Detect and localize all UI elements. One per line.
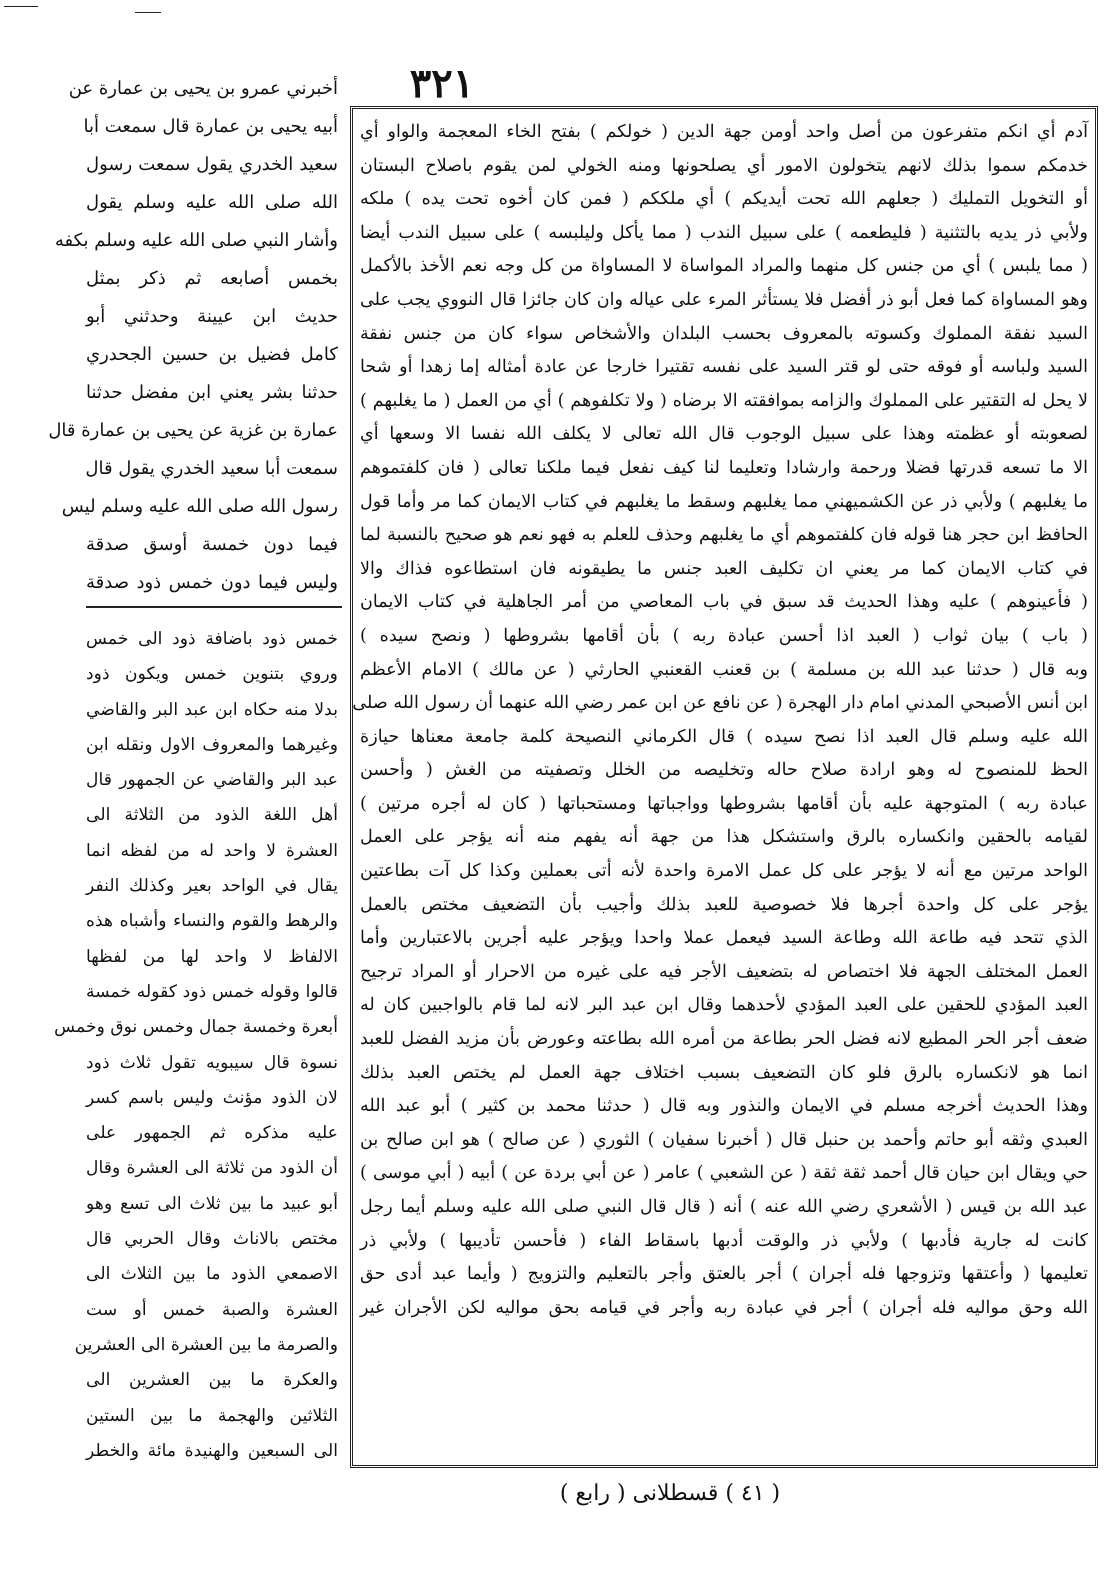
margin-hadith-text bbox=[48, 70, 338, 593]
text-line: لقيامه بالحقين وانكساره بالرق واستشكل هذا من جهة أنه يفهم منه أنه يؤجر على العمل bbox=[360, 827, 1088, 848]
text-line: الا ما تسعه قدرتها فضلا ورحمة وارشادا وتعليما لنا كيف نفعل فيما ملكنا تعالى ( فان كلفتموهم bbox=[360, 457, 1088, 478]
text-line: والرهط والقوم والنساء وأشباه هذه bbox=[86, 911, 338, 932]
text-line: العبد المؤدي للحقين على العبد المؤدي لأحدهما وقال ابن عبد البر لانه لما قام بالواجبين كان له bbox=[360, 995, 1088, 1016]
text-line: كانت له جارية فأدبها ) ولأبي ذر والوقت أدبها باسقاط الفاء ( فأحسن تأديبها ) ولأبي ذر bbox=[360, 1230, 1088, 1251]
text-line: أن الذود من ثلاثة الى العشرة وقال bbox=[86, 1158, 338, 1179]
text-line: الاصمعي الذود ما بين الثلاث الى bbox=[86, 1264, 338, 1285]
text-line: العمل المختلف الجهة فلا اختصاص له بتضعيف الأجر فيه على غيره من الاحرار أو المراد ترجيح bbox=[360, 961, 1088, 982]
text-line: الحظ للمنصوح له وهو ارادة صلاح حاله وتخليصه من الخلل وتصفيته من الغش ( وأحسن bbox=[360, 760, 1088, 781]
margin-divider bbox=[86, 606, 342, 608]
text-line: تعليمها ( وأعتقها وتزوجها فله أجران ) أجر بالعتق وأجر بالتعليم والتزويج ( وأيما عبد أدى حق bbox=[360, 1264, 1088, 1285]
text-line: الالفاظ لا واحد لها من لفظها bbox=[86, 946, 338, 967]
text-line: كامل فضيل بن حسين الجحدري bbox=[86, 344, 338, 365]
text-line: أبيه يحيى بن عمارة قال سمعت أبا bbox=[83, 116, 338, 137]
text-line: العبدي وثقه أبو حاتم وأحمد بن حنبل قال ( أخبرنا سفيان ) الثوري ( عن صالح ) هو ابن صالح بن bbox=[360, 1129, 1088, 1150]
text-line: والعكرة ما بين العشرين الى bbox=[86, 1370, 338, 1391]
margin-commentary-text bbox=[54, 622, 338, 1540]
text-line: الى السبعين والهنيدة مائة والخطر bbox=[86, 1440, 338, 1461]
text-line: آدم أي انكم متفرعون من أصل واحد أومن جهة الدين ( خولكم ) بفتح الخاء المعجمة والواو أي bbox=[360, 122, 1088, 142]
text-line: ( باب ) بيان ثواب ( العبد اذا أحسن عبادة ربه ) بأن أقامها بشروطها ( ونصح سيده ) bbox=[360, 625, 1088, 646]
text-line: يقال في الواحد بعير وكذلك النفر bbox=[86, 876, 338, 897]
text-line: خدمكم سموا بذلك لانهم يتخولون الامور أي يصلحونها ومنه الخولي لمن يقوم باصلاح البستان bbox=[360, 155, 1088, 176]
text-line: وهذا الحديث أخرجه مسلم في الايمان والنذور وبه قال ( حدثنا محمد بن كثير ) أبو عبد الله bbox=[360, 1096, 1088, 1117]
text-line: الثلاثين والهجمة ما بين الستين bbox=[86, 1405, 338, 1426]
corner-mark bbox=[4, 6, 38, 7]
text-line: عليه مذكره ثم الجمهور على bbox=[86, 1123, 338, 1144]
text-line: ضعف أجر الحر المطيع لانه فضل الحر بطاعة من أمره الله بطاعته وعورض بأن مزيد الفضل للعبد bbox=[360, 1029, 1088, 1050]
corner-mark bbox=[135, 12, 161, 13]
footer-signature: ( ٤١ ) قسطلانى ( رابع ) bbox=[559, 1481, 781, 1506]
text-line: العشرة والصبة خمس أو ست bbox=[86, 1299, 338, 1320]
text-line: والصرمة ما بين العشرة الى العشرين bbox=[74, 1334, 338, 1355]
text-line: الواحد مرتين مع أنه لا يؤجر على كل عمل الامرة واحدة لأنه أتى بعملين وكذا كل آت بطاعتين bbox=[360, 861, 1088, 882]
text-line: عبادة ربه ) المتوجهة عليه بأن أقامها بشروطها وواجباتها ومستحباتها ( كان له أجره مرتين ) bbox=[360, 793, 1088, 814]
text-line: قالوا وقوله خمس ذود كقوله خمسة bbox=[86, 981, 338, 1002]
text-line: لصعوبته أو عظمته وهذا على سبيل الوجوب قال الله تعالى لا يكلف الله نفسا الا وسعها أي bbox=[360, 424, 1088, 445]
text-line: سمعت أبا سعيد الخدري يقول قال bbox=[85, 458, 338, 479]
text-line: وبه قال ( حدثنا عبد الله بن مسلمة ) بن قعنب القعنبي الحارثي ( عن مالك ) الامام الأعظم bbox=[360, 659, 1088, 680]
text-line: عبد الله بن قيس ( الأشعري رضي الله عنه ) أنه ( قال قال النبي صلى الله عليه وسلم أيما رجل bbox=[360, 1197, 1088, 1217]
text-line: أخبرني عمرو بن يحيى بن عمارة عن bbox=[68, 78, 338, 99]
text-line: عمارة بن غزية عن يحيى بن عمارة قال bbox=[48, 420, 338, 441]
text-line: لا يحل له التقتير على المملوك والزامه بموافقته الا برضاه ( ولا تكلفوهم ) أي من العمل ( ما يغلبهم ) bbox=[360, 390, 1088, 411]
text-line: حديث ابن عيينة وحدثني أبو bbox=[86, 306, 338, 327]
text-line: يؤجر على كل واحدة أجرها فلا خصوصية للعبد بذلك وأجيب بأن التضعيف مختص بالعمل bbox=[360, 894, 1088, 915]
text-line: الحافظ ابن حجر هنا قوله فان كلفتموهم أي ما يغلبهم وحذف للعلم به فهو نعم هو صحيح بالنسبة لما bbox=[360, 525, 1088, 546]
text-line: وغيرهما والمعروف الاول ونقله ابن bbox=[86, 734, 338, 755]
text-line: حي ويقال ابن حيان قال أحمد ثقة ثقة ( عن الشعبي ) عامر ( عن أبي بردة عن ) أبيه ( أبي موسى ) bbox=[360, 1163, 1088, 1184]
text-line: أهل اللغة الذود من الثلاثة الى bbox=[86, 805, 338, 826]
text-line: خمس ذود باضافة ذود الى خمس bbox=[86, 629, 338, 649]
text-line: الله صلى الله عليه وسلم يقول bbox=[86, 192, 338, 213]
text-line: العشرة لا واحد له من لفظه انما bbox=[86, 840, 338, 861]
text-line: في كتاب الايمان كما مر يعني ان تكليف العبد جنس ما يطيقونه فان استطاعوه فذاك والا bbox=[360, 558, 1088, 579]
text-line: حدثنا بشر يعني ابن مفضل حدثنا bbox=[86, 382, 338, 403]
text-line: فيما دون خمسة أوسق صدقة bbox=[86, 534, 338, 555]
text-line: ولأبي ذر يديه بالتثنية ( فليطعمه ) على سبيل الندب ( مما يأكل وليلبسه ) على سبيل الندب أيضا bbox=[360, 222, 1088, 243]
text-line: السيد ولباسه أو فوقه حتى لو قتر السيد على نفسه تقتيرا خارجا عن عادة أمثاله إما زهدا أو شحا bbox=[360, 357, 1088, 378]
text-line: ما يغلبهم ) ولأبي ذر عن الكشميهني مما يغلبهم وسقط ما يغلبهم في كتاب الايمان كما مر وأما قول bbox=[360, 491, 1088, 512]
text-line: مختص بالاناث وقال الحربي قال bbox=[86, 1229, 338, 1250]
text-line: لان الذود مؤنث وليس باسم كسر bbox=[86, 1087, 338, 1108]
main-commentary-text bbox=[352, 116, 1088, 1460]
text-line: ( فأعينوهم ) عليه وهذا الحديث قد سبق في باب المعاصي من أمر الجاهلية في كتاب الايمان bbox=[360, 592, 1088, 613]
page-number: ٣٢١ bbox=[409, 60, 475, 107]
text-line: الله عليه وسلم قال العبد اذا نصح سيده ) قال الكرماني النصيحة كلمة جامعة معناها حيازة bbox=[360, 726, 1088, 747]
text-line: السيد نفقة المملوك وكسوته بالمعروف بحسب البلدان والأشخاص سواء كان من جنس نفقة bbox=[360, 323, 1088, 344]
text-line: بدلا منه حكاه ابن عبد البر والقاضي bbox=[86, 699, 338, 720]
text-line: الذي تتحد فيه طاعة الله وطاعة السيد فيعمل عملا واحدا ويؤجر عليه أجرين بالاعتبارين وأما bbox=[360, 928, 1088, 949]
text-line: ( مما يلبس ) أي من جنس كل منهما والمراد المواساة لا المساواة من كل وجه نعم الأخذ بالأكمل bbox=[360, 256, 1088, 277]
text-line: الله وحق مواليه فله أجران ) أجر في عبادة ربه وأجر في قيامه بحق مواليه لكن الأجران غير bbox=[360, 1297, 1088, 1318]
text-line: أبعرة وخمسة جمال وخمس نوق وخمس bbox=[54, 1017, 338, 1038]
text-line: سعيد الخدري يقول سمعت رسول bbox=[86, 154, 338, 175]
text-line: بخمس أصابعه ثم ذكر بمثل bbox=[86, 268, 338, 289]
text-line: أبو عبيد ما بين ثلاث الى تسع وهو bbox=[86, 1193, 338, 1214]
text-line: عبد البر والقاضي عن الجمهور قال bbox=[86, 770, 338, 791]
text-line: وروي بتنوين خمس ويكون ذود bbox=[86, 664, 338, 685]
text-line: انما هو لانكساره بالرق فلو كان التضعيف بسبب اختلاف جهة العمل لم يختص العبد بذلك bbox=[360, 1062, 1088, 1083]
text-line: وأشار النبي صلى الله عليه وسلم بكفه bbox=[54, 230, 338, 251]
text-line: رسول الله صلى الله عليه وسلم ليس bbox=[61, 496, 338, 517]
text-line: أو التخويل التمليك ( جعلهم الله تحت أيديكم ) أي ملككم ( فمن كان أخوه تحت يده ) ملكه bbox=[360, 189, 1088, 210]
text-line: وهو المساواة كما فعل أبو ذر أفضل فلا يستأثر المرء على عياله وان كان جائزا قال النووي يجب على bbox=[360, 289, 1088, 310]
text-line: ابن أنس الأصبحي المدني امام دار الهجرة ( عن نافع عن ابن عمر رضي الله عنهما أن رسول الله صلى bbox=[352, 693, 1088, 714]
text-line: نسوة قال سيبويه تقول ثلاث ذود bbox=[86, 1052, 338, 1073]
text-line: وليس فيما دون خمس ذود صدقة bbox=[86, 572, 338, 593]
